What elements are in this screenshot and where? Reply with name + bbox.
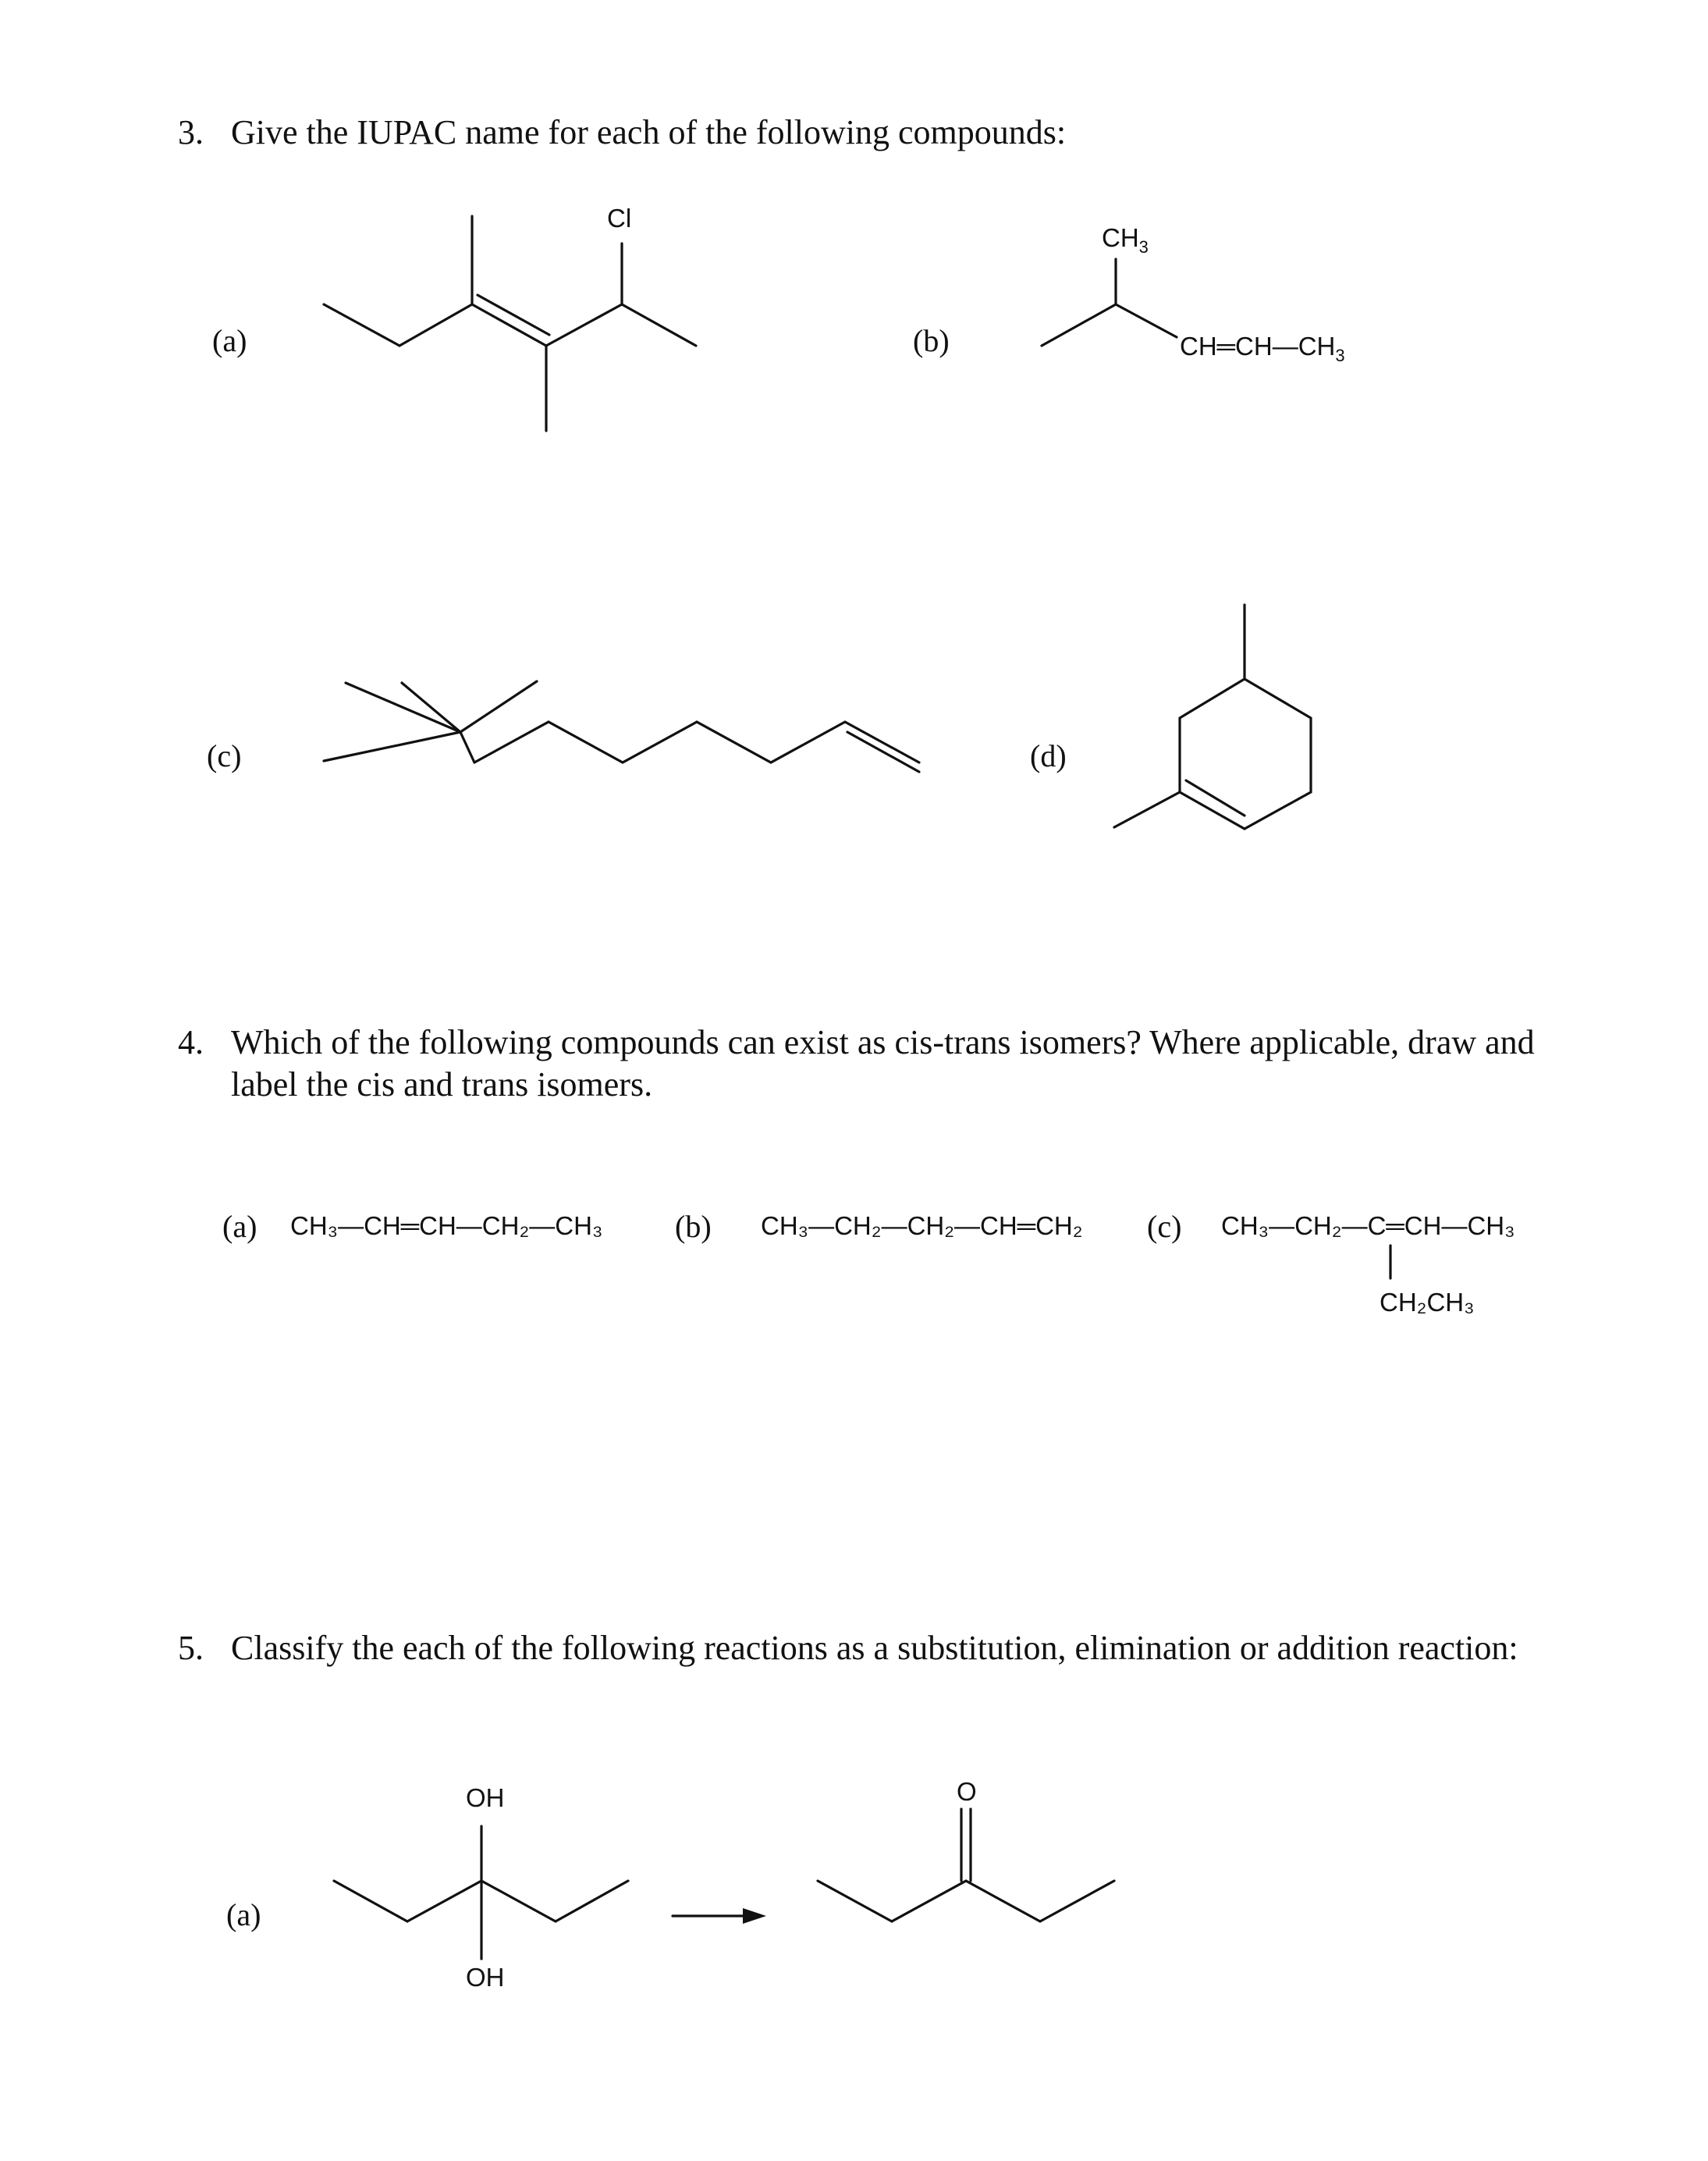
structure-3b — [1042, 223, 1345, 365]
structure-3d — [1114, 605, 1311, 829]
question-number: 5. — [178, 1629, 204, 1667]
q5-label-a: (a) — [226, 1897, 261, 1932]
structure-3a — [324, 204, 696, 431]
formula-4c: CH₃—CH₂—C═CH—CH₃ — [1221, 1211, 1515, 1240]
question-text: Which of the following compounds can exist as cis-trans isomers? Where applicable, draw and label the cis and trans isomers. — [231, 1023, 1535, 1104]
chlorine-atom: Cl — [607, 204, 632, 233]
question-number: 3. — [178, 113, 204, 151]
formula-4b: CH₃—CH₂—CH₂—CH═CH₂ — [761, 1211, 1083, 1240]
reaction-arrow-head — [743, 1908, 766, 1924]
structure-3c — [324, 681, 919, 772]
q3-label-d: (d) — [1030, 738, 1067, 773]
q3-label-b: (b) — [913, 323, 950, 358]
alkene-chain: $CH═CH—CH_3$ — [1180, 332, 1345, 365]
question-text: Give the IUPAC name for each of the following compounds: — [231, 113, 1067, 151]
q3-label-a: (a) — [212, 323, 247, 358]
q4-label-b: (b) — [675, 1209, 712, 1244]
structure-4c — [1221, 1211, 1515, 1317]
methyl-group: $CH_3$ — [1102, 223, 1149, 257]
structure-4a — [290, 1211, 602, 1240]
question-number: 4. — [178, 1023, 204, 1061]
reaction-5a — [334, 1777, 1114, 1992]
hydroxyl-bottom: OH — [466, 1963, 505, 1992]
formula-4a: CH₃—CH═CH—CH₂—CH₃ — [290, 1211, 603, 1240]
hydroxyl-top: OH — [466, 1783, 505, 1812]
q4-label-a: (a) — [222, 1209, 257, 1244]
q4-label-c: (c) — [1147, 1209, 1182, 1244]
ethyl-branch: CH₂CH₃ — [1380, 1288, 1475, 1317]
structure-4b — [761, 1211, 1083, 1240]
q3-label-c: (c) — [207, 738, 242, 773]
question-text: Classify the each of the following reactions as a substitution, elimination or addition reaction: — [231, 1629, 1518, 1667]
oxygen-atom: O — [957, 1777, 977, 1806]
